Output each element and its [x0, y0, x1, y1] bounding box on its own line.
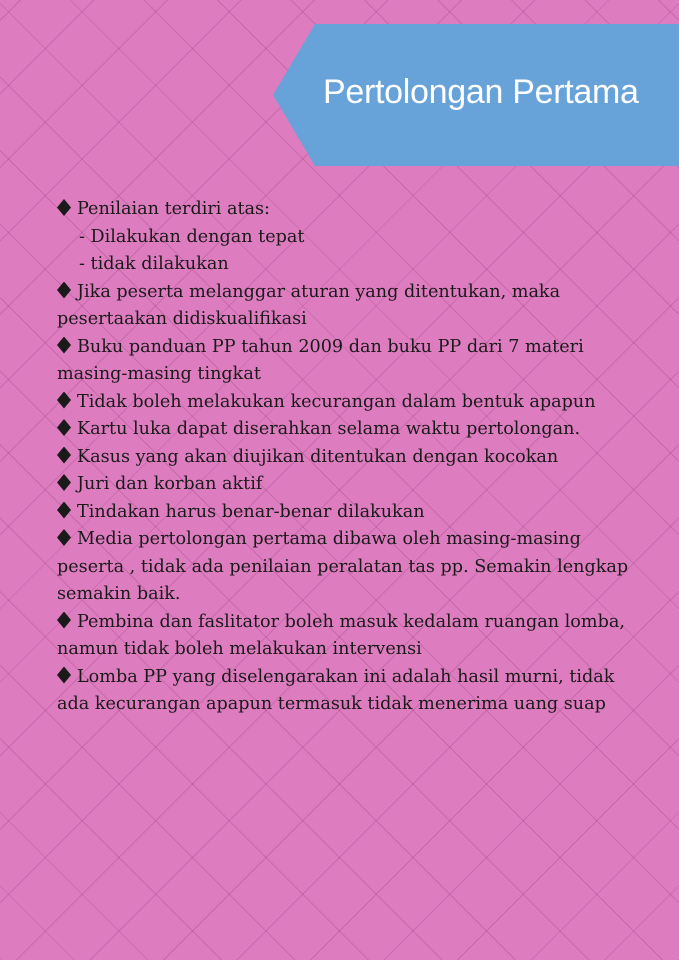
list-item — [57, 526, 642, 609]
replacement-glyph-icon — [57, 612, 71, 629]
list-item — [57, 334, 642, 389]
list-item — [57, 279, 642, 334]
list-item-text: Buku panduan PP tahun 2009 dan buku PP dari 7 materi masing-masing tingkat — [57, 336, 584, 384]
list-item-text: Penilaian terdiri atas: — [77, 199, 270, 219]
list-item-text: Tidak boleh melakukan kecurangan dalam bentuk apapun — [77, 391, 596, 412]
list-item-text: Tindakan harus benar-benar dilakukan — [77, 501, 425, 522]
list-item — [57, 444, 642, 472]
sub-item: - Dilakukan dengan tepat — [79, 226, 305, 247]
replacement-glyph-icon — [57, 447, 71, 464]
list-item — [57, 664, 642, 719]
replacement-glyph-icon — [57, 419, 71, 436]
list-item — [57, 196, 642, 224]
list-item-text: Kartu luka dapat diserahkan selama waktu pertolongan. — [77, 419, 581, 439]
list-item-text: Pembina dan faslitator boleh masuk kedalam ruangan lomba, namun tidak boleh melakukan intervensi — [57, 611, 625, 659]
list-item — [57, 389, 642, 417]
list-item — [57, 609, 642, 664]
replacement-glyph-icon — [57, 474, 71, 491]
list-item-text: Kasus yang akan diujikan ditentukan dengan kocokan — [77, 446, 559, 467]
replacement-glyph-icon — [57, 392, 71, 409]
replacement-glyph-icon — [57, 529, 71, 546]
list-item — [57, 499, 642, 527]
replacement-glyph-icon — [57, 337, 71, 354]
rules-list — [57, 196, 642, 719]
list-item-text: Jika peserta melanggar aturan yang ditentukan, maka pesertaakan didiskualifikasi — [57, 281, 561, 329]
replacement-glyph-icon — [57, 502, 71, 519]
sub-item: - tidak dilakukan — [79, 254, 229, 274]
replacement-glyph-icon — [57, 282, 71, 299]
replacement-glyph-icon — [57, 199, 71, 216]
list-item — [57, 471, 642, 499]
page-title: Pertolongan Pertama — [323, 73, 639, 111]
list-item — [57, 416, 642, 444]
replacement-glyph-icon — [57, 667, 71, 684]
list-item-text: Lomba PP yang diselengarakan ini adalah hasil murni, tidak ada kecurangan apapun termasuk tidak menerima uang suap — [57, 666, 615, 714]
list-item-text: Media pertolongan pertama dibawa oleh masing-masing peserta , tidak ada penilaian peralatan tas pp. Semakin lengkap semakin baik. — [57, 529, 629, 604]
list-item-text: Juri dan korban aktif — [77, 474, 263, 494]
